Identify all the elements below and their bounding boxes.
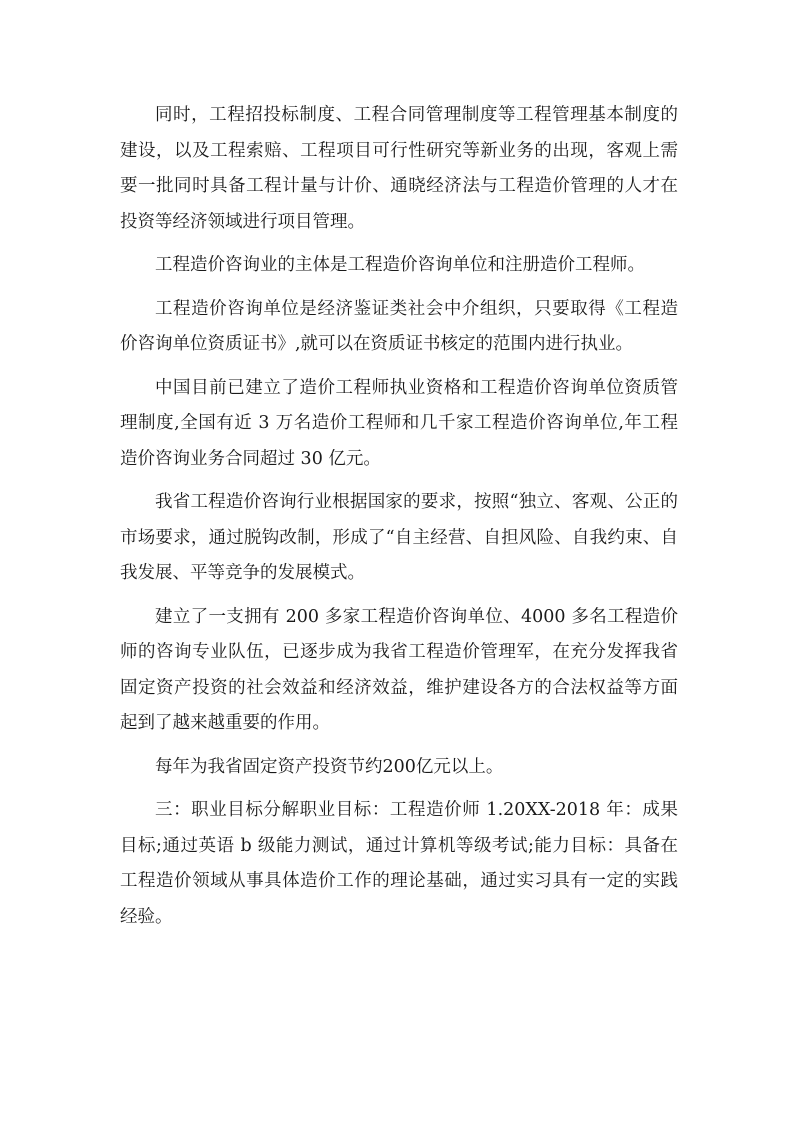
paragraph-7: 每年为我省固定资产投资节约200亿元以上。 <box>155 756 504 777</box>
paragraph-1: 同时，工程招投标制度、工程合同管理制度等工程管理基本制度的建设，以及工程索赔、工程项目可行性研究等新业务的出现，客观上需要一批同时具备工程计量与计价、通晓经济法与工程造价管理的人才在投资等经济领域进行项目管理。 <box>120 105 678 232</box>
paragraph-8: 三：职业目标分解职业目标：工程造价师 1.20XX-2018 年：成果目标;通过英语 b 级能力测试，通过计算机等级考试;能力目标：具备在工程造价领域从事具体造价工作的理论基础，通过实习具有一定的实践经验。 <box>120 800 678 927</box>
document-body <box>120 98 678 943</box>
paragraph-6: 建立了一支拥有 200 多家工程造价咨询单位、4000 多名工程造价师的咨询专业队伍，已逐步成为我省工程造价管理军，在充分发挥我省固定资产投资的社会效益和经济效益，维护建设各方的合法权益等方面起到了越来越重要的作用。 <box>120 606 678 733</box>
paragraph-2: 工程造价咨询业的主体是工程造价咨询单位和注册造价工程师。 <box>155 255 645 275</box>
paragraph-3: 工程造价咨询单位是经济鉴证类社会中介组织，只要取得《工程造价咨询单位资质证书》,就可以在资质证书核定的范围内进行执业。 <box>120 298 678 354</box>
paragraph-5: 我省工程造价咨询行业根据国家的要求，按照“独立、客观、公正的市场要求，通过脱钩改制，形成了“自主经营、自担风险、自我约束、自我发展、平等竞争的发展模式。 <box>120 492 678 583</box>
paragraph-4: 中国目前已建立了造价工程师执业资格和工程造价咨询单位资质管理制度,全国有近 3 万名造价工程师和几千家工程造价咨询单位,年工程造价咨询业务合同超过 30 亿元。 <box>120 377 678 469</box>
